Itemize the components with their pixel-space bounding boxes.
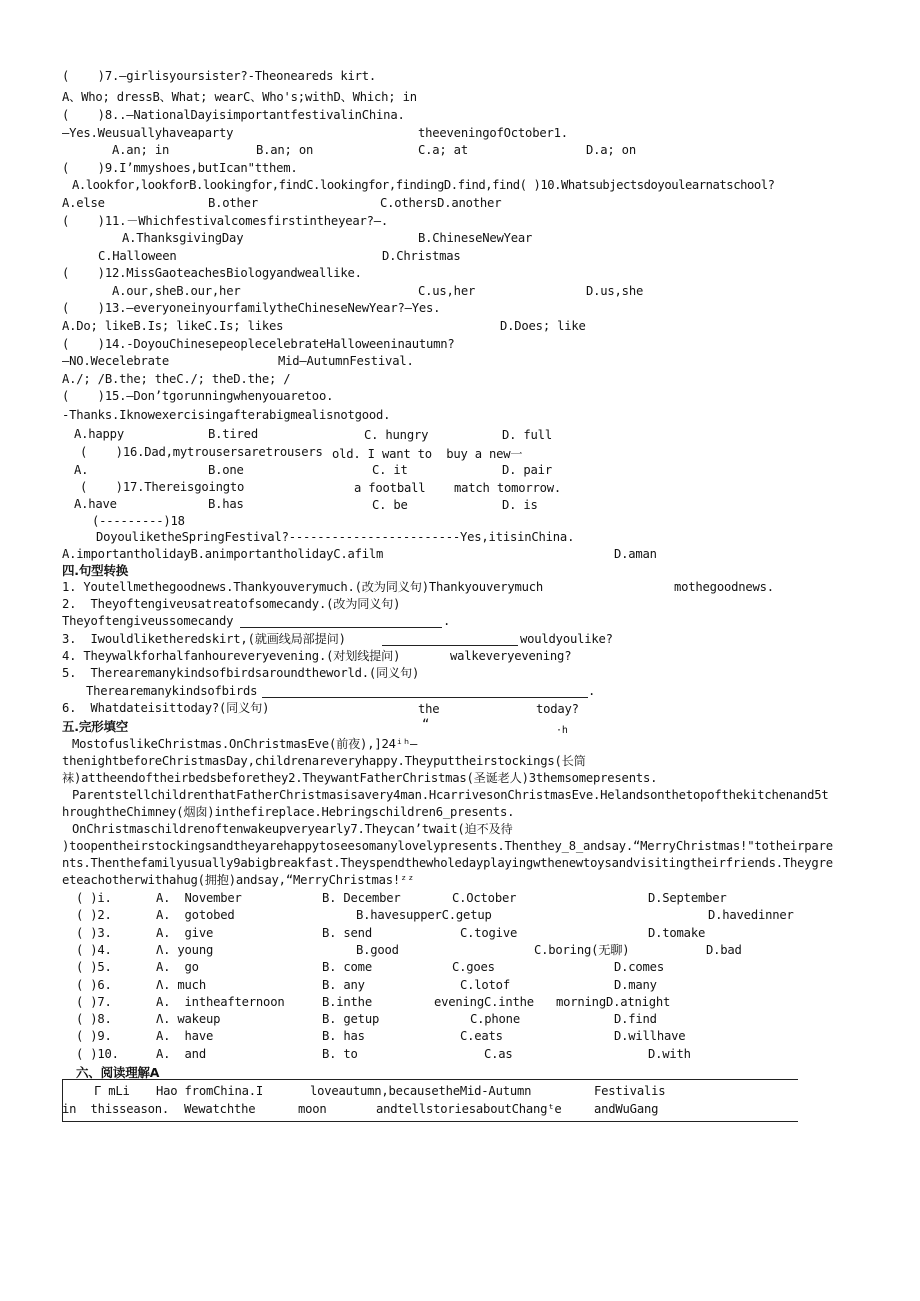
section4-heading: 四.句型转换 (62, 563, 129, 578)
cloze-option-c: C.as (484, 1047, 513, 1061)
cloze-option-c: C.boring(无聊) (534, 943, 630, 957)
q11-option-d: D.Christmas (382, 249, 461, 263)
q12-option-c: C.us,her (418, 284, 476, 298)
q14-answer-end: Mid—AutumnFestival. (278, 354, 414, 368)
cloze-option-d: D.September (648, 891, 727, 905)
cloze-option-b: B.good (356, 943, 399, 957)
cloze-option-number: ( )10. (76, 1047, 119, 1061)
passage-line2-a: in thisseason. (62, 1102, 170, 1116)
cloze-option-d: D.tomake (648, 926, 706, 940)
s4-item1-end: mothegoodnews. (674, 580, 774, 594)
passage-line2-e: andWuGang (594, 1102, 659, 1116)
cloze-option-a: Λ. wakeup (156, 1012, 221, 1026)
cloze-option-number: ( )4. (76, 943, 112, 957)
q10-option-a: A.else (62, 196, 105, 210)
cloze-option-d: D.find (614, 1012, 657, 1026)
cloze-option-c: C.lotof (460, 978, 510, 992)
cloze-option-c: C.phone (470, 1012, 520, 1026)
q9-stem: ( )9.I’mmyshoes,butIcan"tthem. (62, 161, 298, 175)
q11-option-c: C.Halloween (98, 249, 177, 263)
cloze-option-a: A. and (156, 1047, 206, 1061)
q15-stem: ( )15.—Don’tgorunningwhenyouaretoo. (62, 389, 334, 403)
q8-dialogue-end: theeveningofOctober1. (418, 126, 568, 140)
cloze-option-b: B. send (322, 926, 372, 940)
cloze-option-a: Λ. much (156, 978, 206, 992)
passage-line1-c: loveautumn,becausetheMid-Autumn (310, 1084, 532, 1098)
cloze-option-a: A. have (156, 1029, 214, 1043)
s4-item6-end: today? (536, 702, 579, 716)
q16-option-d: D. pair (502, 463, 552, 477)
passage-line2-b: Wewatchthe (184, 1102, 256, 1116)
q14-options: A./; /B.the; theC./; theD.the; / (62, 372, 291, 386)
q8-option-c: C.a; at (418, 143, 468, 157)
q17-option-c: C. be (372, 498, 408, 512)
q8-option-d: D.a; on (586, 143, 636, 157)
s4-item4-end: walkeveryevening? (450, 649, 572, 663)
passage-top-rule (62, 1079, 798, 1080)
cloze-option-number: ( )i. (76, 891, 112, 905)
cloze-option-a: A. gotobed (156, 908, 235, 922)
s5-para-line9: eteachotherwithahug(拥抱)andsay,“MerryChristmas!ᶻᶻ (62, 873, 415, 887)
cloze-option-c: eveningC.inthe (434, 995, 534, 1009)
q10-option-b: B.other (208, 196, 258, 210)
s5-para-line2: thenightbeforeChristmasDay,childrenareveryhappy.Theyputtheirstockings(长筒 (62, 754, 586, 768)
cloze-option-a: A. November (156, 891, 242, 905)
passage-line1-b: Hao fromChina.I (156, 1084, 264, 1098)
q13-option-abc: A.Do; likeB.Is; likeC.Is; likes (62, 319, 284, 333)
cloze-option-number: ( )3. (76, 926, 112, 940)
q18-stem: (---------)18 (92, 514, 185, 528)
passage-line2-d: andtellstoriesaboutChangᵗe (376, 1102, 562, 1116)
q9-options: A.lookfor,lookforB.lookingfor,findC.lookingfor,findingD.find,find( )10.Whatsubjectsdoyoulearnatschool? (72, 178, 775, 192)
q7-stem: ( )7.—girlisyoursister?-Theoneareds kirt. (62, 69, 377, 83)
cloze-option-d: D.bad (706, 943, 742, 957)
cloze-option-b: B. to (322, 1047, 358, 1061)
cloze-option-number: ( )9. (76, 1029, 112, 1043)
q15-option-b: B.tired (208, 427, 258, 441)
section6-heading: 六、阅读理解A (76, 1065, 160, 1080)
cloze-option-c: C.October (452, 891, 517, 905)
cloze-option-a: Λ. young (156, 943, 214, 957)
q17-stem-mid: a football (354, 481, 426, 495)
q8-option-a: A.an; in (112, 143, 170, 157)
q15-option-d: D. full (502, 428, 552, 442)
q11-stem: ( )11.－Whichfestivalcomesfirstintheyear?—. (62, 214, 389, 228)
q8-dialogue: —Yes.Weusuallyhaveaparty (62, 126, 234, 140)
q13-option-d: D.Does; like (500, 319, 586, 333)
q14-answer: —NO.Wecelebrate (62, 354, 170, 368)
q15-reply: -Thanks.Iknowexercisingafterabigmealisnotgood. (62, 408, 391, 422)
s4-item6-mid: the (418, 702, 440, 716)
q17-option-b: B.has (208, 497, 244, 511)
cloze-option-d: D.havedinner (708, 908, 794, 922)
cloze-option-b: B. any (322, 978, 365, 992)
cloze-option-b: B. getup (322, 1012, 380, 1026)
s4-item3: 3. Iwouldliketheredskirt,(就画线局部提问) (62, 632, 346, 646)
q12-option-d: D.us,she (586, 284, 644, 298)
q15-option-a: A.happy (74, 427, 124, 441)
s5-para-line5: hroughtheChimney(烟囱)inthefireplace.Hebringschildren6_presents. (62, 805, 515, 819)
q16-stem: ( )16.Dad,mytrousersaretrousers (80, 445, 323, 459)
s4-item1: 1. Youtellmethegoodnews.Thankyouverymuch.(改为同义句)Thankyouverymuch (62, 580, 544, 594)
q16-option-b: B.one (208, 463, 244, 477)
q12-option-ab: A.our,sheB.our,her (112, 284, 241, 298)
s5-para-line4: ParentstellchildrenthatFatherChristmasisavery4man.HcarrivesonChristmasEve.Helandsonthetopofthekitchenand5t (72, 788, 829, 802)
s5-para-line7: )toopentheirstockingsandtheyarehappytoseesomanylovelypresents.Thenthey_8_andsay.“MerryChristmas!"totheirpare (62, 839, 833, 853)
cloze-option-c: C.togive (460, 926, 518, 940)
q18-dialogue: DoyouliketheSpringFestival?------------------------Yes,itisinChina. (96, 530, 575, 544)
q15-option-c: C. hungry (364, 428, 429, 442)
q14-stem: ( )14.-DoyouChinesepeoplecelebrateHalloweeninautumn? (62, 337, 455, 351)
cloze-option-number: ( )2. (76, 908, 112, 922)
passage-line2-c: moon (298, 1102, 327, 1116)
cloze-option-c: C.goes (452, 960, 495, 974)
q8-option-b: B.an; on (256, 143, 314, 157)
q17-option-a: A.have (74, 497, 117, 511)
q11-option-b: B.ChineseNewYear (418, 231, 533, 245)
s5-para-line6: OnChristmaschildrenoftenwakeupveryearly7.Theycan’twait(迫不及待 (72, 822, 513, 836)
cloze-option-c: C.eats (460, 1029, 503, 1043)
q7-options: A、Who; dressB、What; wearC、Who's;withD、Which; in (62, 90, 417, 104)
s4-item4: 4. Theywalkforhalfanhoureveryevening.(对划线提问) (62, 649, 401, 663)
q12-stem: ( )12.MissGaoteachesBiologyandweallike. (62, 266, 362, 280)
s4-item3-end: wouldyoulike? (520, 632, 613, 646)
s4-item5-blank[interactable] (262, 697, 588, 698)
s4-item2-answer: Theyoftengiveussomecandy (62, 614, 234, 628)
cloze-option-b: B.havesupperC.getup (356, 908, 492, 922)
q18-option-d: D.aman (614, 547, 657, 561)
section5-h-mark: ·h (556, 725, 568, 736)
q10-option-cd: C.othersD.another (380, 196, 502, 210)
cloze-option-b: B. has (322, 1029, 365, 1043)
s5-para-line3: 袜)attheendoftheirbedsbeforethey2.TheywantFatherChristmas(圣诞老人)3themsomepresents. (62, 771, 658, 785)
cloze-option-b: B. December (322, 891, 401, 905)
cloze-option-d: D.with (648, 1047, 691, 1061)
cloze-option-b: B.inthe (322, 995, 372, 1009)
cloze-option-number: ( )7. (76, 995, 112, 1009)
q16-option-a: A. (74, 463, 89, 477)
section5-heading: 五.完形填空 (62, 719, 129, 734)
s5-para-line8: nts.Thenthefamilyusually9abigbreakfast.Theyspendthewholedayplayingwthenewtoysandvisitingtheirfriends.Theygre (62, 856, 833, 870)
q13-stem: ( )13.—everyoneinyourfamilytheChineseNewYear?—Yes. (62, 301, 441, 315)
s4-item5: 5. Therearemanykindsofbirdsaroundtheworld.(同义句) (62, 666, 420, 680)
q11-option-a: A.ThanksgivingDay (122, 231, 244, 245)
q16-option-c: C. it (372, 463, 408, 477)
section5-quote-mark: “ (422, 717, 430, 731)
cloze-option-d: D.willhave (614, 1029, 686, 1043)
passage-bottom-rule (62, 1121, 798, 1122)
s4-item6: 6. Whatdateisittoday?(同义句) (62, 701, 270, 715)
q8-stem: ( )8..—NationalDayisimportantfestivalinChina. (62, 108, 405, 122)
passage-line1-d: Festivalis (594, 1084, 666, 1098)
cloze-option-a: A. give (156, 926, 214, 940)
s4-item5-answer: Therearemanykindsofbirds (86, 684, 258, 698)
cloze-option-b: B. come (322, 960, 372, 974)
s4-item2-blank[interactable] (240, 627, 442, 628)
cloze-option-number: ( )8. (76, 1012, 112, 1026)
s4-item3-blank[interactable] (382, 645, 518, 646)
q16-stem-end: old. I want to buy a new一 (332, 447, 523, 461)
cloze-option-a: A. intheafternoon (156, 995, 285, 1009)
q18-options: A.importantholidayB.animportantholidayC.afilm (62, 547, 384, 561)
cloze-option-d: D.many (614, 978, 657, 992)
s4-item2-period: . (443, 614, 451, 628)
s4-item2: 2. Theyoftengiveυsatreatofsomecandy.(改为同义句) (62, 597, 401, 611)
q17-stem-end: match tomorrow. (454, 481, 562, 495)
q17-stem: ( )17.Thereisgoingto (80, 480, 245, 494)
s4-item5-period: . (588, 684, 596, 698)
cloze-option-number: ( )6. (76, 978, 112, 992)
passage-line1-a: Γ mLi (94, 1084, 130, 1098)
cloze-option-number: ( )5. (76, 960, 112, 974)
q17-option-d: D. is (502, 498, 538, 512)
cloze-option-a: A. go (156, 960, 199, 974)
cloze-option-d: morningD.atnight (556, 995, 671, 1009)
cloze-option-d: D.comes (614, 960, 664, 974)
s5-para-line1: MostofuslikeChristmas.OnChristmasEve(前夜),]24ⁱʰ— (72, 737, 418, 751)
